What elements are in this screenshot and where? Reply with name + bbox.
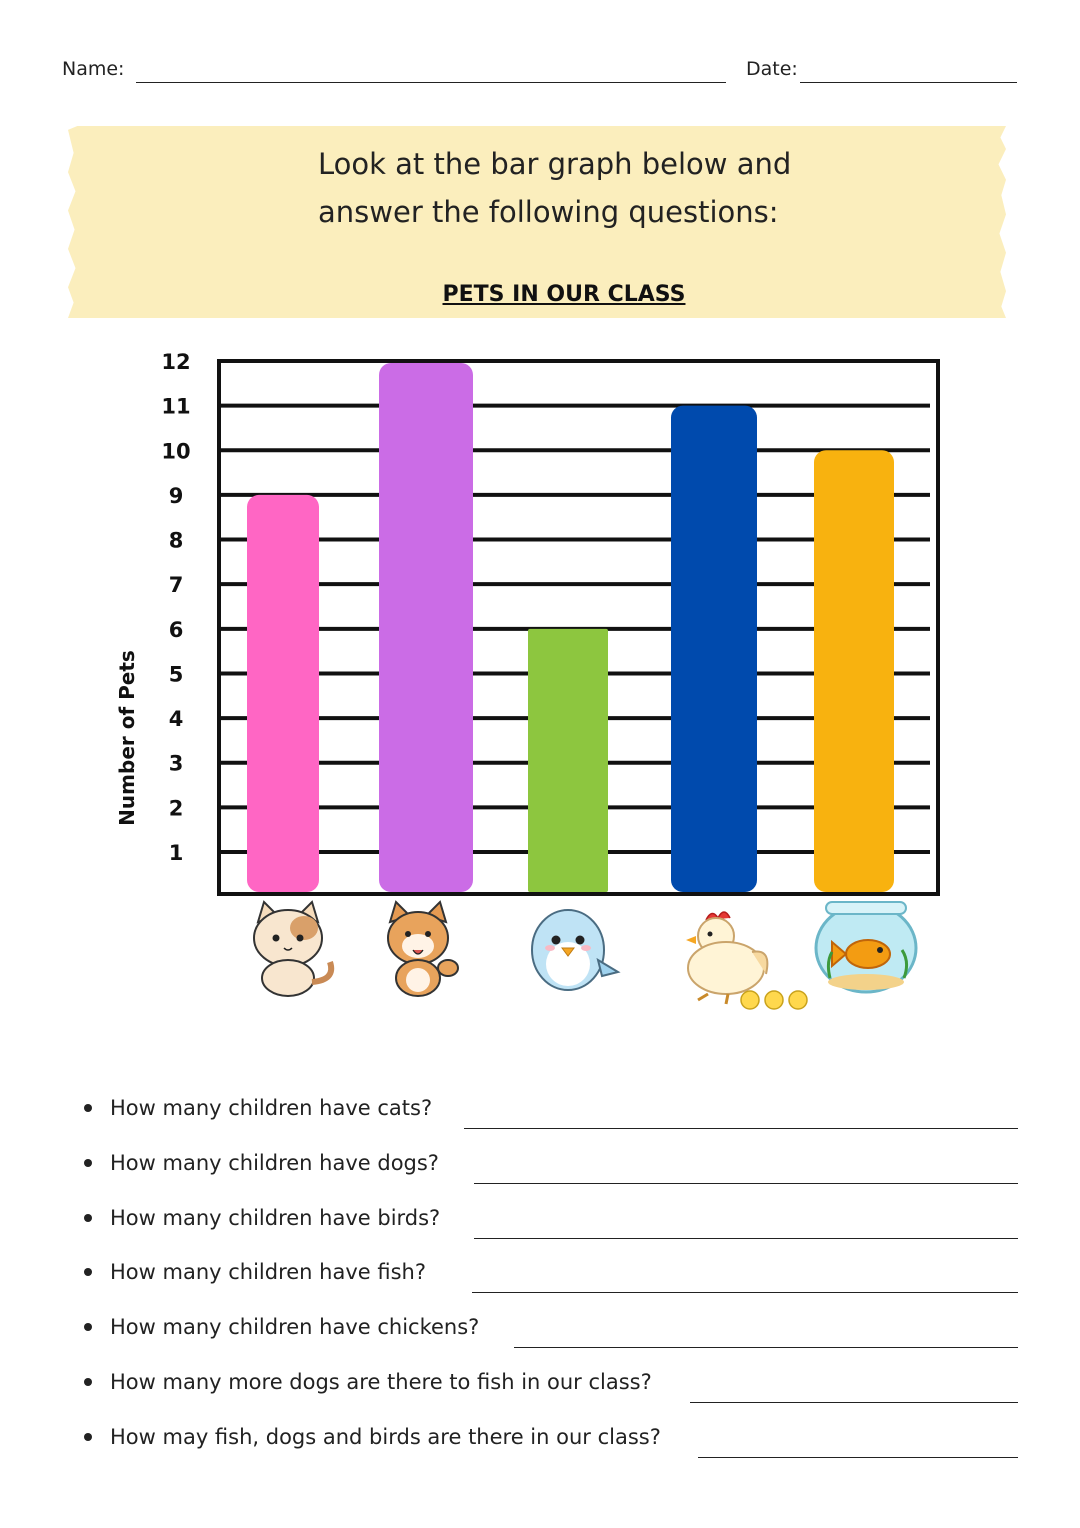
question-item	[84, 1206, 1024, 1246]
bullet-icon	[84, 1214, 92, 1222]
y-axis-label: Number of Pets	[115, 650, 139, 826]
y-tick-label: 5	[168, 662, 184, 687]
instruction-line-2: answer the following questions:	[318, 195, 779, 229]
y-tick-label: 1	[168, 841, 184, 865]
answer-line[interactable]	[514, 1347, 1018, 1348]
y-tick-label: 8	[168, 528, 184, 553]
y-tick-label: 7	[168, 573, 184, 598]
cat-icon	[254, 902, 331, 996]
fish-icon	[816, 902, 916, 992]
bar-bird	[528, 629, 608, 892]
y-tick-label: 6	[168, 617, 184, 642]
answer-line[interactable]	[690, 1402, 1018, 1403]
bullet-icon	[84, 1268, 92, 1276]
date-label: Date:	[746, 58, 798, 80]
question-text: How many children have fish?	[110, 1260, 426, 1285]
y-tick-label: 9	[168, 483, 184, 508]
bird-icon	[532, 910, 618, 990]
y-tick-label: 11	[161, 394, 191, 419]
question-item	[84, 1096, 1024, 1136]
bullet-icon	[84, 1323, 92, 1331]
chart-title: PETS IN OUR CLASS	[442, 282, 686, 307]
answer-line[interactable]	[698, 1457, 1018, 1458]
bullet-icon	[84, 1433, 92, 1441]
y-tick-label: 12	[161, 350, 191, 374]
question-item	[84, 1315, 1024, 1355]
answer-line[interactable]	[474, 1238, 1018, 1239]
question-text: How many more dogs are there to fish in our class?	[110, 1370, 652, 1394]
question-item	[84, 1260, 1024, 1300]
y-tick-label: 2	[168, 796, 184, 821]
chicken-icon	[686, 912, 807, 1009]
question-text: How may fish, dogs and birds are there in our class?	[110, 1424, 661, 1449]
dog-icon	[388, 902, 458, 996]
bar-fish	[814, 450, 894, 892]
answer-line[interactable]	[472, 1292, 1018, 1293]
name-label: Name:	[62, 58, 125, 80]
y-tick-label: 10	[161, 439, 191, 464]
answer-line[interactable]	[474, 1183, 1018, 1184]
question-item	[84, 1425, 1024, 1465]
bullet-icon	[84, 1104, 92, 1112]
question-item	[84, 1370, 1024, 1410]
question-text: How many children have cats?	[110, 1096, 433, 1120]
bar-chicken	[671, 406, 757, 892]
question-text: How many children have chickens?	[110, 1315, 480, 1340]
bar-cat	[247, 495, 319, 892]
question-text: How many children have dogs?	[110, 1150, 439, 1175]
answer-line[interactable]	[464, 1128, 1018, 1129]
y-tick-label: 4	[168, 707, 184, 732]
question-item	[84, 1151, 1024, 1191]
bar-dog	[379, 363, 473, 892]
instruction-line-1: Look at the bar graph below and	[318, 147, 792, 181]
bullet-icon	[84, 1159, 92, 1167]
y-tick-label: 3	[168, 751, 184, 776]
question-text: How many children have birds?	[110, 1205, 441, 1230]
bullet-icon	[84, 1378, 92, 1386]
